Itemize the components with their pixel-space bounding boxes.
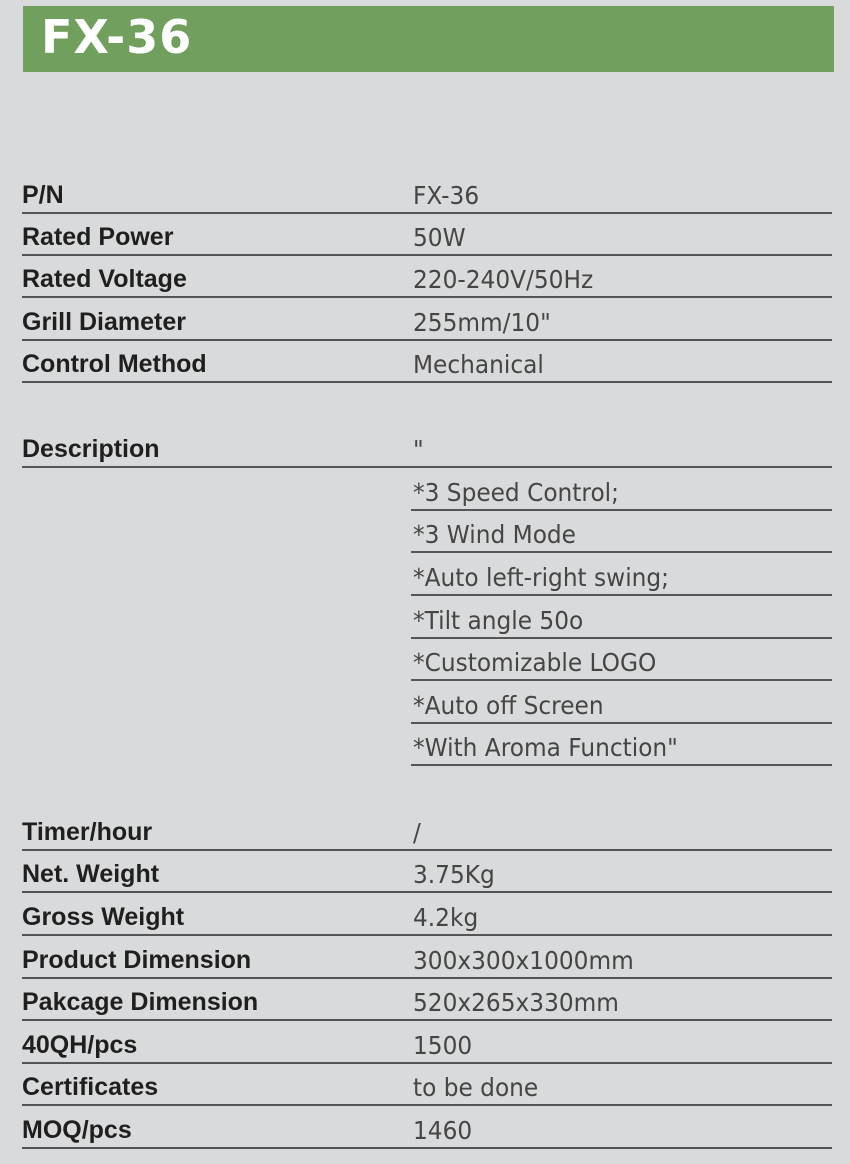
spec-label: Control Method bbox=[22, 350, 207, 378]
description-text: *Auto left-right swing; bbox=[413, 563, 669, 592]
product-header bbox=[23, 6, 834, 72]
spec-row-rated-power bbox=[0, 214, 850, 256]
spec-label: Certificates bbox=[22, 1073, 159, 1101]
description-text: *With Aroma Function" bbox=[413, 733, 678, 762]
spec-label: MOQ/pcs bbox=[22, 1116, 132, 1144]
spec-label: Product Dimension bbox=[22, 946, 252, 974]
spec-value: 50W bbox=[413, 223, 466, 252]
description-item bbox=[0, 597, 850, 639]
description-item bbox=[0, 469, 850, 511]
spec-row-certificates bbox=[0, 1064, 850, 1106]
description-text: *Tilt angle 50o bbox=[413, 606, 584, 635]
spec-label: Pakcage Dimension bbox=[22, 988, 259, 1016]
spec-value: 3.75Kg bbox=[413, 860, 495, 889]
spec-row-product-dimension bbox=[0, 937, 850, 979]
product-title: FX-36 bbox=[41, 10, 193, 64]
spec-value: 520x265x330mm bbox=[413, 988, 619, 1017]
row-divider bbox=[411, 764, 832, 766]
spec-label: Timer/hour bbox=[22, 818, 153, 846]
row-divider bbox=[22, 381, 832, 383]
description-item bbox=[0, 682, 850, 724]
spec-value: 4.2kg bbox=[413, 903, 479, 932]
spec-value: " bbox=[413, 435, 424, 464]
spec-label: Gross Weight bbox=[22, 903, 185, 931]
description-text: *Auto off Screen bbox=[413, 691, 604, 720]
spec-value: Mechanical bbox=[413, 350, 544, 379]
row-divider bbox=[411, 594, 832, 596]
spec-row-description bbox=[0, 426, 850, 468]
spec-row-control-method bbox=[0, 341, 850, 383]
description-text: *3 Wind Mode bbox=[413, 520, 576, 549]
spec-row-pn bbox=[0, 172, 850, 214]
row-divider bbox=[22, 934, 832, 936]
spec-value: / bbox=[413, 818, 421, 847]
row-divider bbox=[22, 1147, 832, 1149]
row-divider bbox=[22, 466, 832, 468]
spec-value: 300x300x1000mm bbox=[413, 946, 634, 975]
row-divider bbox=[22, 1104, 832, 1106]
spec-row-net-weight bbox=[0, 851, 850, 893]
description-item bbox=[0, 511, 850, 553]
spec-value: to be done bbox=[413, 1073, 539, 1102]
description-item bbox=[0, 639, 850, 681]
spec-value: 1500 bbox=[413, 1031, 473, 1060]
spec-row-timer bbox=[0, 809, 850, 851]
row-divider bbox=[22, 1019, 832, 1021]
row-divider bbox=[22, 891, 832, 893]
spec-label: Rated Voltage bbox=[22, 265, 187, 293]
spec-label: Description bbox=[22, 435, 160, 463]
spec-value: 1460 bbox=[413, 1116, 473, 1145]
spec-label: 40QH/pcs bbox=[22, 1031, 138, 1059]
spec-row-package-dimension bbox=[0, 979, 850, 1021]
spec-label: Net. Weight bbox=[22, 860, 160, 888]
row-divider bbox=[411, 551, 832, 553]
spec-label: P/N bbox=[22, 181, 64, 209]
spec-row-moq bbox=[0, 1107, 850, 1149]
spec-row-gross-weight bbox=[0, 894, 850, 936]
description-text: *3 Speed Control; bbox=[413, 478, 619, 507]
row-divider bbox=[411, 679, 832, 681]
spec-value: 255mm/10" bbox=[413, 308, 551, 337]
spec-label: Rated Power bbox=[22, 223, 174, 251]
spec-value: FX-36 bbox=[413, 181, 480, 210]
row-divider bbox=[22, 296, 832, 298]
spec-row-rated-voltage bbox=[0, 256, 850, 298]
spec-row-grill-diameter bbox=[0, 299, 850, 341]
description-item bbox=[0, 554, 850, 596]
description-item bbox=[0, 724, 850, 766]
spec-value: 220-240V/50Hz bbox=[413, 265, 594, 294]
spec-row-40qh bbox=[0, 1022, 850, 1064]
spec-label: Grill Diameter bbox=[22, 308, 186, 336]
description-text: *Customizable LOGO bbox=[413, 648, 657, 677]
